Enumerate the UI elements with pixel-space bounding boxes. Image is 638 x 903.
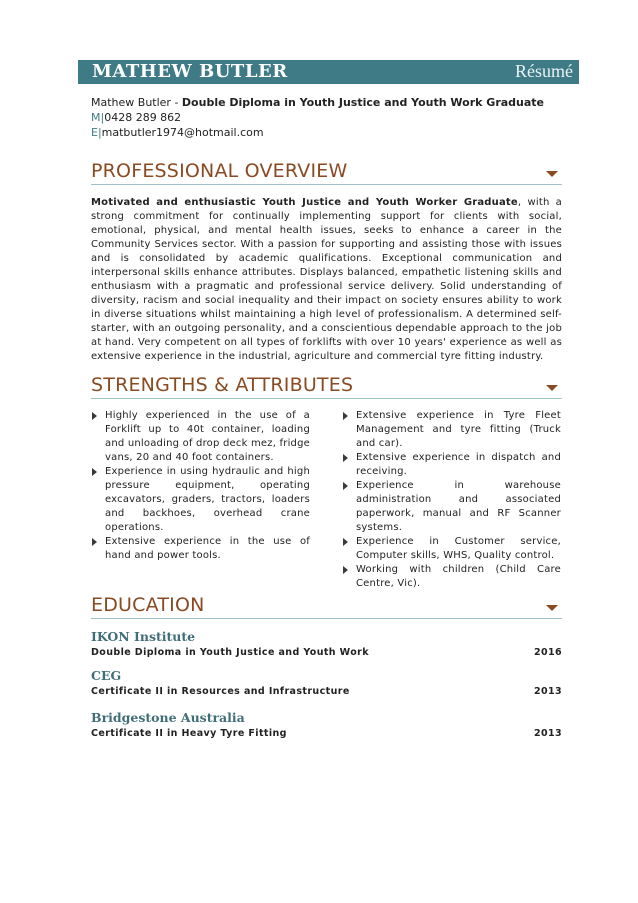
contact-block	[91, 95, 544, 140]
list-item: Extensive experience in the use of hand and power tools.	[91, 535, 310, 563]
education-row	[91, 728, 562, 739]
education-heading	[91, 592, 562, 619]
education-institution: CEG	[91, 668, 122, 683]
header-banner	[78, 60, 579, 84]
education-qualification: Certificate II in Resources and Infrastructure	[91, 686, 350, 697]
contact-mobile-line	[91, 110, 544, 125]
mobile-number: 0428 289 862	[104, 111, 182, 124]
strengths-title: STRENGTHS & ATTRIBUTES	[91, 374, 354, 396]
list-item: Highly experienced in the use of a Forklift up to 40t container, loading and unloading of drop deck mez, fridge vans, 20 and 40 foot containers.	[91, 409, 310, 465]
collapse-triangle-icon[interactable]	[546, 385, 558, 391]
list-item: Experience in Customer service, Computer skills, WHS, Quality control.	[342, 535, 561, 563]
education-row	[91, 647, 562, 658]
strengths-right-column	[342, 409, 561, 591]
overview-title: PROFESSIONAL OVERVIEW	[91, 160, 348, 182]
education-title: EDUCATION	[91, 594, 205, 616]
list-item: Extensive experience in dispatch and receiving.	[342, 451, 561, 479]
bullet-arrow-icon	[343, 538, 348, 546]
strengths-heading	[91, 372, 562, 399]
bullet-arrow-icon	[343, 566, 348, 574]
education-year: 2016	[533, 647, 562, 658]
contact-email-line	[91, 125, 544, 140]
contact-name: Mathew Butler -	[91, 96, 182, 109]
education-year: 2013	[533, 686, 562, 697]
resume-label: Résumé	[515, 61, 573, 81]
mobile-label: M|	[91, 111, 105, 124]
overview-heading	[91, 158, 562, 185]
education-row	[91, 686, 562, 697]
collapse-triangle-icon[interactable]	[546, 171, 558, 177]
bullet-arrow-icon	[343, 412, 348, 420]
candidate-name: MATHEW BUTLER	[92, 61, 288, 82]
education-institution: Bridgestone Australia	[91, 710, 245, 725]
list-item: Working with children (Child Care Centre, Vic).	[342, 563, 561, 591]
bullet-arrow-icon	[343, 454, 348, 462]
list-item: Extensive experience in Tyre Fleet Management and tyre fitting (Truck and car).	[342, 409, 561, 451]
contact-title: Double Diploma in Youth Justice and Youth Work Graduate	[181, 96, 545, 109]
bullet-arrow-icon	[92, 412, 97, 420]
strengths-left-column	[91, 409, 310, 563]
contact-title-line	[91, 95, 544, 110]
bullet-arrow-icon	[92, 468, 97, 476]
education-qualification: Certificate II in Heavy Tyre Fitting	[91, 728, 287, 739]
bullet-arrow-icon	[343, 482, 348, 490]
education-year: 2013	[533, 728, 562, 739]
education-institution: IKON Institute	[91, 629, 196, 644]
overview-lead: Motivated and enthusiastic Youth Justice and Youth Worker Graduate	[91, 197, 518, 208]
collapse-triangle-icon[interactable]	[546, 605, 558, 611]
overview-body: , with a strong commitment for continually implementing support for clients with social, emotional, physical, and mental health issues, seeks to enhance a career in the Community Services sector. With a passion for supporting and assisting those with issues and is consolidated by academic qualifications. Exceptional communication and interpersonal skills enhance attributes. Displays balanced, empathetic listening skills and enthusiasm with a pragmatic and professional service delivery. Solid understanding of diversity, racism and social inequality and their impact on society ensures ability to work in diverse situations whilst maintaining a high level of professionalism. A determined self-starter, with an outgoing personality, and a conscientious dependable approach to the job at hand. Very competent on all types of forklifts with over 10 years' experience as well as extensive experience in the industrial, agriculture and commercial tyre fitting industry.	[91, 197, 563, 362]
bullet-arrow-icon	[92, 538, 97, 546]
email-address[interactable]: matbutler1974@hotmail.com	[101, 126, 264, 139]
list-item: Experience in using hydraulic and high pressure equipment, operating excavators, graders, tractors, loaders and backhoes, overhead crane operations.	[91, 465, 310, 535]
email-label: E|	[91, 126, 102, 139]
education-qualification: Double Diploma in Youth Justice and Youth Work	[91, 647, 369, 658]
list-item: Experience in warehouse administration and associated paperwork, manual and RF Scanner systems.	[342, 479, 561, 535]
overview-paragraph	[91, 196, 562, 364]
